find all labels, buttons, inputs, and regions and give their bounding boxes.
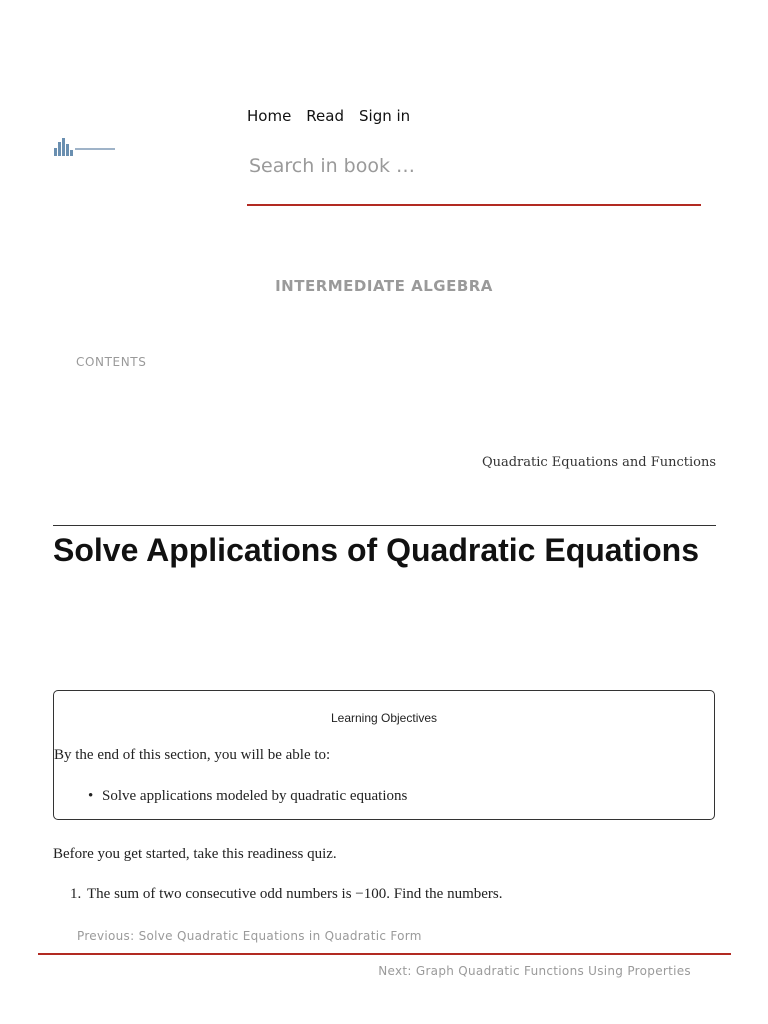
next-page-link[interactable]: Next: Graph Quadratic Functions Using Properties — [378, 964, 691, 978]
part-name: Quadratic Equations and Functions — [481, 455, 716, 470]
search-box — [247, 146, 701, 206]
nav-sign-in-link[interactable]: Sign in — [359, 107, 411, 125]
learning-objectives-box — [53, 690, 715, 820]
bccampus-logo[interactable] — [54, 136, 116, 158]
logo-tagline — [75, 148, 115, 150]
book-title[interactable]: INTERMEDIATE ALGEBRA — [275, 277, 493, 295]
title-divider — [53, 525, 716, 526]
top-navigation — [247, 107, 410, 125]
logo-mark-icon — [54, 136, 74, 158]
nav-home-link[interactable]: Home — [247, 107, 292, 125]
readiness-intro: Before you get started, take this readiness quiz. — [53, 846, 337, 862]
footer-divider — [38, 953, 731, 955]
previous-page-link[interactable]: Previous: Solve Quadratic Equations in Quadratic Form — [77, 929, 422, 943]
objectives-title: Learning Objectives — [330, 711, 438, 725]
readiness-quiz-list — [70, 886, 503, 903]
search-input[interactable] — [247, 146, 705, 186]
nav-read-link[interactable]: Read — [306, 107, 344, 125]
list-number: 1. — [70, 886, 82, 902]
page-title: Solve Applications of Quadratic Equations — [53, 532, 700, 568]
quiz-question: The sum of two consecutive odd numbers is −100. Find the numbers. — [87, 886, 503, 902]
list-item — [70, 886, 503, 903]
list-item: • Solve applications modeled by quadratic equations — [102, 788, 407, 805]
objectives-intro: By the end of this section, you will be able to: — [54, 747, 331, 763]
objectives-list — [102, 788, 407, 805]
contents-toggle[interactable]: CONTENTS — [76, 355, 147, 369]
